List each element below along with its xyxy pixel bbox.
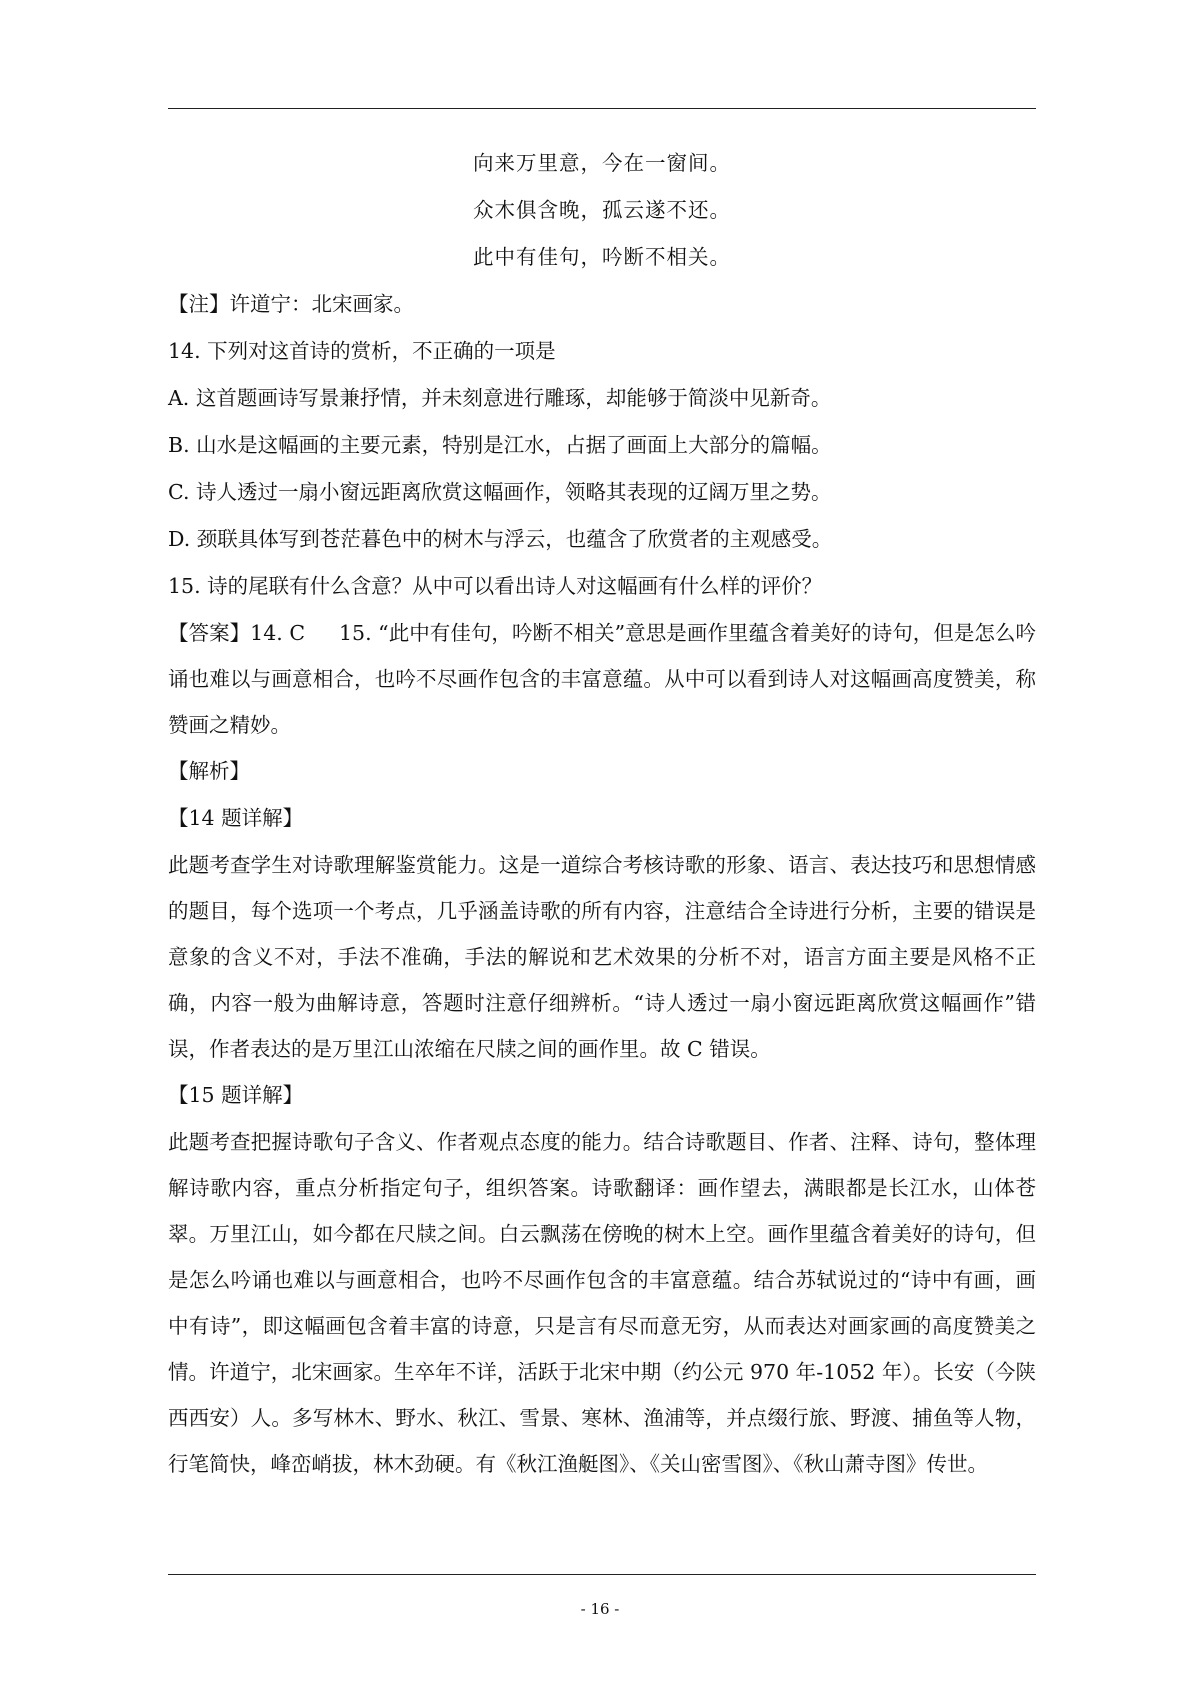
question-14-stem: 14. 下列对这首诗的赏析，不正确的一项是	[168, 339, 556, 363]
question-14-option-a: A. 这首题画诗写景兼抒情，并未刻意进行雕琢，却能够于简淡中见新奇。	[168, 386, 832, 410]
answer-label: 【答案】14. C	[168, 621, 306, 645]
detail-15-heading: 【15 题详解】	[168, 1083, 304, 1107]
note: 【注】许道宁：北宋画家。	[168, 292, 414, 316]
poem-line: 此中有佳句，吟断不相关。	[473, 245, 731, 269]
analysis-heading: 【解析】	[168, 759, 250, 783]
detail-14-heading: 【14 题详解】	[168, 806, 304, 830]
question-15-stem: 15. 诗的尾联有什么含意？从中可以看出诗人对这幅画有什么样的评价？	[168, 574, 823, 598]
answer-paragraph	[168, 610, 1036, 748]
poem-line: 众木俱含晚，孤云遂不还。	[473, 198, 731, 222]
question-14-option-b: B. 山水是这幅画的主要元素，特别是江水，占据了画面上大部分的篇幅。	[168, 433, 832, 457]
footer-rule	[168, 1574, 1036, 1575]
detail-14-text: 此题考查学生对诗歌理解鉴赏能力。这是一道综合考核诗歌的形象、语言、表达技巧和思想情感的题目，每个选项一个考点，几乎涵盖诗歌的所有内容，注意结合全诗进行分析，主要的错误是意象的含义不对，手法不准确，手法的解说和艺术效果的分析不对，语言方面主要是风格不正确，内容一般为曲解诗意，答题时注意仔细辨析。“诗人透过一扇小窗远距离欣赏这幅画作”错误，作者表达的是万里江山浓缩在尺牍之间的画作里。故 C 错误。	[168, 853, 1036, 1061]
detail-15-text: 此题考查把握诗歌句子含义、作者观点态度的能力。结合诗歌题目、作者、注释、诗句，整体理解诗歌内容，重点分析指定句子，组织答案。诗歌翻译：画作望去，满眼都是长江水，山体苍翠。万里江山，如今都在尺牍之间。白云飘荡在傍晚的树木上空。画作里蕴含着美好的诗句，但是怎么吟诵也难以与画意相合，也吟不尽画作包含的丰富意蕴。结合苏轼说过的“诗中有画，画中有诗”，即这幅画包含着丰富的诗意，只是言有尽而意无穷，从而表达对画家画的高度赞美之情。许道宁，北宋画家。生卒年不详，活跃于北宋中期（约公元 970 年-1052 年）。长安（今陕西西安）人。多写林木、野水、秋江、雪景、寒林、渔浦等，并点缀行旅、野渡、捕鱼等人物，行笔简快，峰峦峭拔，林木劲硬。有《秋江渔艇图》、《关山密雪图》、《秋山萧寺图》传世。	[168, 1130, 1036, 1476]
poem-line: 向来万里意，今在一窗间。	[473, 151, 731, 175]
document-body	[168, 140, 1036, 1487]
question-14-option-c: C. 诗人透过一扇小窗远距离欣赏这幅画作，领略其表现的辽阔万里之势。	[168, 480, 832, 504]
header-rule	[168, 108, 1036, 109]
poem	[168, 140, 1036, 281]
page-number: - 16 -	[580, 1600, 620, 1618]
answer-text: 15. “此中有佳句，吟断不相关”意思是画作里蕴含着美好的诗句，但是怎么吟诵也难以与画意相合，也吟不尽画作包含的丰富意蕴。从中可以看到诗人对这幅画高度赞美，称赞画之精妙。	[168, 621, 1036, 737]
question-14-option-d: D. 颈联具体写到苍茫暮色中的树木与浮云，也蕴含了欣赏者的主观感受。	[168, 527, 833, 551]
